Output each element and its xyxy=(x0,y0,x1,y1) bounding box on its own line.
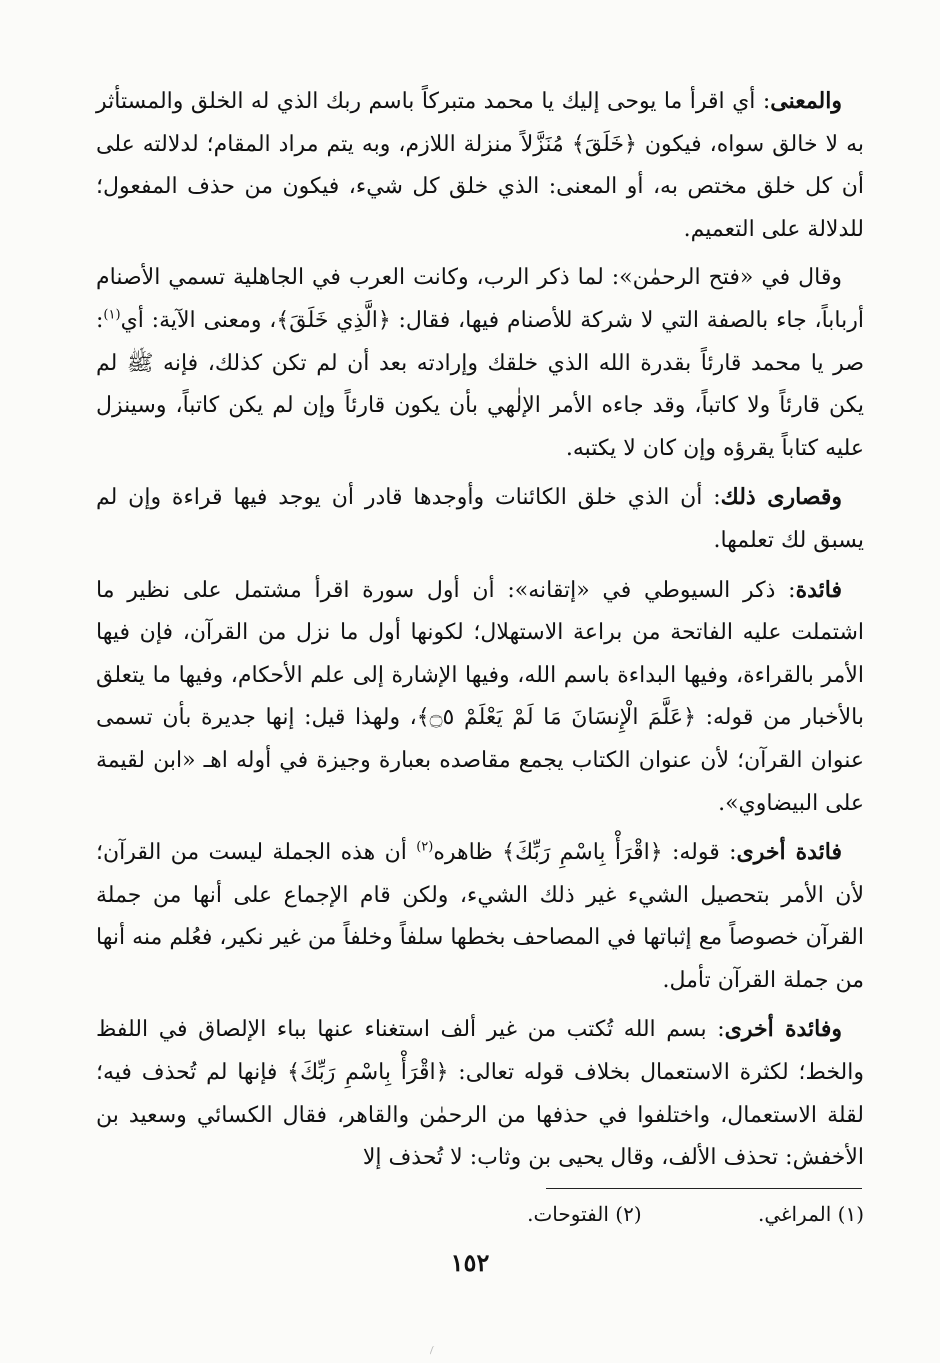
paragraph-further-benefit xyxy=(96,1008,864,1179)
scan-mark xyxy=(430,1346,437,1356)
paragraph-text: : ذكر السيوطي في «إتقانه»: أن أول سورة اقرأ مشتمل على نظير ما اشتملت عليه الفاتحة من براعة الاستهلال؛ لكونها أول ما نزل من القرآن، فإن فيها الأمر بالقراءة، وفيها البداءة باسم الله، وفيها الإشارة إلى علم الأحكام، وفيها ما يتعلق بالأخبار من قوله: ﴿عَلَّمَ الْإِنسَانَ مَا لَمْ يَعْلَمْ ۝٥﴾، ولهذا قيل: إنها جديرة بأن تسمى عنوان القرآن؛ لأن عنوان الكتاب يجمع مقاصده بعبارة وجيزة في أوله اهـ «ابن لقيمة على البيضاوي». xyxy=(96,577,864,816)
paragraph-text: : أن الذي خلق الكائنات وأوجدها قادر أن يوجد فيها قراءة وإن لم يسبق لك تعلمها. xyxy=(96,485,864,553)
paragraph-fath-alrahman xyxy=(96,257,864,470)
paragraph-lead: فائدة xyxy=(795,576,842,603)
paragraph-benefit xyxy=(96,569,864,826)
paragraph-text: : أي اقرأ ما يوحى إليك يا محمد متبركاً باسم ربك الذي له الخلق والمستأثر به لا خالق سواه، فيكون ﴿خَلَقَ﴾ مُنَزَّلاً منزلة اللازم، وبه يتم مراد المقام؛ لدلالته على أن كل خلق مختص به، أو المعنى: الذي خلق كل شيء، فيكون من حذف المفعول؛ للدلالة على التعميم. xyxy=(96,89,864,242)
paragraph-meaning xyxy=(96,80,864,251)
footnote-ref-2[interactable]: (٢) xyxy=(416,839,434,855)
page-number: ١٥٢ xyxy=(450,1248,490,1277)
main-text xyxy=(96,80,864,1186)
footnote-1: (١) المراغي. xyxy=(757,1202,864,1226)
paragraph-summary xyxy=(96,476,864,562)
paragraph-another-benefit xyxy=(96,831,864,1002)
paragraph-text-cont: : صر يا محمد قارئاً بقدرة الله الذي خلقك وإرادته بعد أن لم تكن كذلك، فإنه ﷺ لم يكن قارئاً ولا كاتباً، وقد جاءه الأمر الإلٰهي بأن يكون قارئاً وإن لم يكن كاتباً، وسينزل عليه كتاباً يقرؤه وإن كان لا يكتبه. xyxy=(96,307,864,461)
paragraph-lead: فائدة أخرى xyxy=(736,839,842,866)
paragraph-lead: وفائدة أخرى xyxy=(724,1016,842,1043)
paragraph-text: : بسم الله تُكتب من غير ألف استغناء عنها بباء الإلصاق في اللفظ والخط؛ لكثرة الاستعمال بخلاف قوله تعالى: ﴿اقْرَأْ بِاسْمِ رَبِّكَ﴾ فإنها لم تُحذف فيه؛ لقلة الاستعمال، واختلفوا في حذفها من الرحمٰن والقاهر، فقال الكسائي وسعيد بن الأخفش: تحذف الألف، وقال يحيى بن وثاب: لا تُحذف إلا xyxy=(96,1017,864,1171)
footnote-2: (٢) الفتوحات. xyxy=(527,1202,642,1226)
footnotes xyxy=(96,1196,864,1232)
footnote-divider xyxy=(546,1188,862,1189)
paragraph-text-cont: أن هذه الجملة ليست من القرآن؛ لأن الأمر بتحصيل الشيء غير ذلك الشيء، ولكن قام الإجماع على أنها من جملة القرآن خصوصاً مع إثباتها في المصاحف بخطها سلفاً وخلفاً من غير نكير، فعُلم منه أنها من جملة القرآن تأمل. xyxy=(96,840,864,993)
paragraph-text: : قوله: ﴿اقْرَأْ بِاسْمِ رَبِّكَ﴾ ظاهره xyxy=(433,840,737,866)
footnote-ref-1[interactable]: (١) xyxy=(103,307,121,323)
paragraph-lead: وقصارى ذلك xyxy=(720,484,842,511)
paragraph-text: وقال في «فتح الرحمٰن»: لما ذكر الرب، وكانت العرب في الجاهلية تسمي الأصنام أرباباً، جاء بالصفة التي لا شركة للأصنام فيها، فقال: ﴿الَّذِي خَلَقَ﴾، ومعنى الآية: أي xyxy=(96,265,864,333)
paragraph-lead: والمعنى xyxy=(770,88,842,114)
